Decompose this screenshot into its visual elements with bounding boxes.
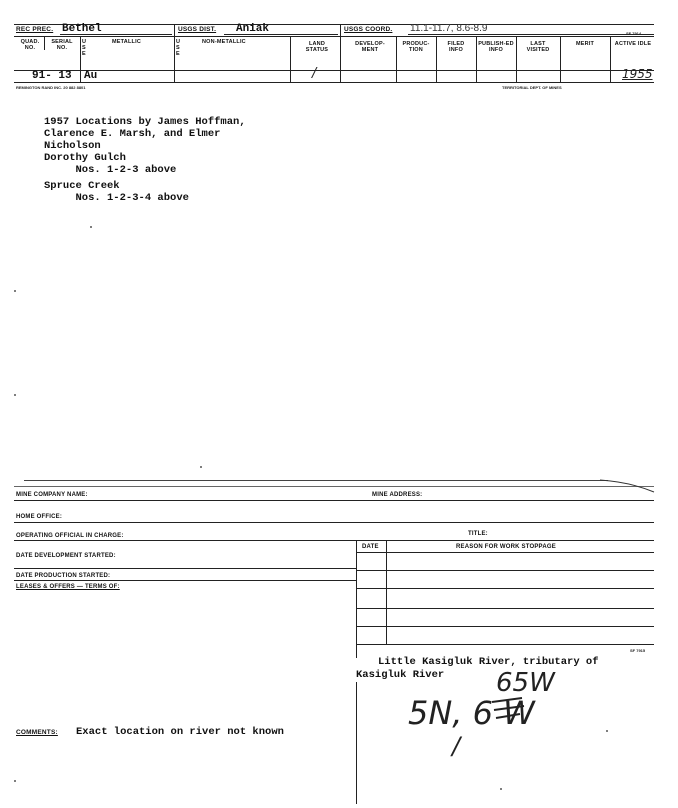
note-line: Nos. 1-2-3-4 above: [44, 192, 189, 204]
handwritten-mark: /: [452, 732, 461, 760]
form-code-top: SF 7914: [626, 31, 642, 36]
note-line: Spruce Creek: [44, 180, 120, 192]
form-code-bottom: SF 7915: [630, 648, 646, 653]
merit-label: MERIT: [576, 41, 595, 47]
production-label: PRODUC-TION: [402, 41, 430, 53]
title-label: TITLE:: [468, 531, 488, 537]
speck: [14, 394, 16, 396]
location-line: Kasigluk River: [356, 669, 445, 681]
speck: [14, 780, 16, 782]
handwritten-township-range: 5N, 6 W: [408, 694, 535, 732]
note-line: Nos. 1-2-3 above: [44, 164, 177, 176]
usgs-dist-value: Aniak: [236, 23, 270, 35]
active-idle-label: ACTIVE IDLE: [614, 41, 652, 47]
operating-official-label: OPERATING OFFICIAL IN CHARGE:: [16, 533, 124, 539]
comments-value: Exact location on river not known: [76, 726, 284, 738]
last-visited-label: LAST VISITED: [526, 41, 550, 53]
mine-company-label: MINE COMPANY NAME:: [16, 492, 88, 498]
filed-info-label: FILED INFO: [447, 41, 465, 53]
speck: [14, 290, 16, 292]
home-office-label: HOME OFFICE:: [16, 514, 63, 520]
active-idle-value: 1955: [622, 67, 653, 81]
land-status-value: /: [312, 66, 317, 81]
date-production-label: DATE PRODUCTION STARTED:: [16, 573, 111, 579]
speck: [500, 788, 502, 790]
date-development-label: DATE DEVELOPMENT STARTED:: [16, 553, 116, 559]
torn-edge: [600, 478, 656, 494]
quad-label: QUAD. NO.: [20, 39, 40, 51]
location-line: Little Kasigluk River, tributary of: [378, 656, 599, 668]
speck: [90, 226, 92, 228]
use-letters-nonmetallic: U S E: [176, 39, 181, 57]
metallic-label: METALLIC: [112, 39, 141, 45]
development-label: DEVELOP-MENT: [355, 41, 385, 53]
rec-prec-value: Bethel: [62, 23, 102, 35]
handwritten-range-correction: 65W: [496, 668, 555, 698]
land-status-label: LAND STATUS: [305, 41, 329, 53]
usgs-dist-label: USGS DIST.: [178, 26, 217, 33]
metallic-value: Au: [84, 70, 98, 82]
note-line: 1957 Locations by James Hoffman,: [44, 116, 246, 128]
published-info-label: PUBLISH-ED INFO: [478, 41, 514, 53]
usgs-coord-value: 11.1-11.7, 8.6-8.9: [410, 23, 488, 34]
note-line: Dorothy Gulch: [44, 152, 126, 164]
speck: [200, 466, 202, 468]
reason-label: REASON FOR WORK STOPPAGE: [456, 544, 556, 550]
usgs-coord-label: USGS COORD.: [344, 26, 393, 33]
non-metallic-label: NON-METALLIC: [202, 39, 246, 45]
strikethrough-mark: [490, 694, 526, 728]
printer-line: REMINGTON RAND INC. 20 882 8801: [16, 85, 86, 90]
rec-prec-label: REC PREC.: [16, 26, 54, 33]
note-line: Clarence E. Marsh, and Elmer: [44, 128, 221, 140]
use-letters-metallic: U S E: [82, 39, 87, 57]
comments-label: COMMENTS:: [16, 729, 58, 736]
speck: [606, 730, 608, 732]
note-line: Nicholson: [44, 140, 101, 152]
serial-label: SERIAL NO.: [51, 39, 73, 51]
mine-address-label: MINE ADDRESS:: [372, 492, 423, 498]
date-label: DATE: [362, 544, 379, 550]
leases-offers-label: LEASES & OFFERS — TERMS OF:: [16, 584, 120, 590]
department-name: TERRITORIAL DEPT. OF MINES: [502, 85, 562, 90]
quad-serial-value: 91- 13: [32, 70, 72, 82]
